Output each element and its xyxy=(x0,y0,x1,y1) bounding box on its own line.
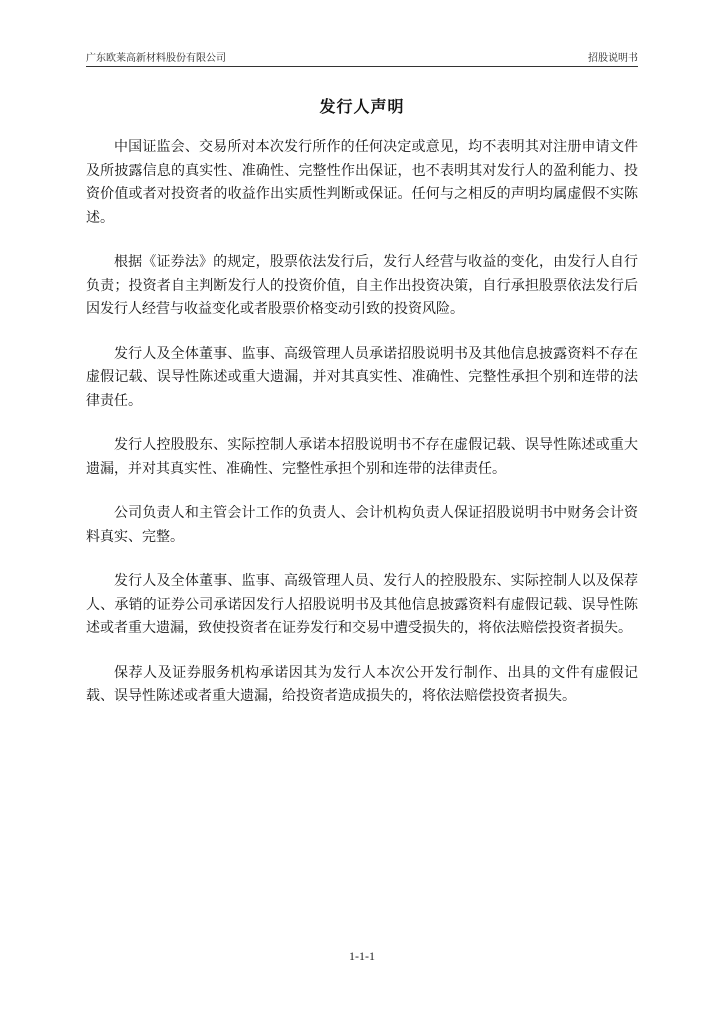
page-title: 发行人声明 xyxy=(319,97,405,116)
page-number: 1-1-1 xyxy=(349,949,375,963)
declaration-paragraph: 中国证监会、交易所对本次发行所作的任何决定或意见，均不表明其对注册申请文件及所披露信息的真实性、准确性、完整性作出保证，也不表明其对发行人的盈利能力、投资价值或者对投资者的收益作出实质性判断或保证。任何与之相反的声明均属虚假不实陈述。 xyxy=(86,139,638,226)
header-divider xyxy=(86,66,638,67)
declaration-paragraph: 公司负责人和主管会计工作的负责人、会计机构负责人保证招股说明书中财务会计资料真实、完整。 xyxy=(86,505,638,545)
declaration-body xyxy=(86,136,638,730)
declaration-paragraph: 保荐人及证券服务机构承诺因其为发行人本次公开发行制作、出具的文件有虚假记载、误导性陈述或者重大遗漏，给投资者造成损失的，将依法赔偿投资者损失。 xyxy=(86,664,638,704)
declaration-paragraph: 发行人及全体董事、监事、高级管理人员承诺招股说明书及其他信息披露资料不存在虚假记载、误导性陈述或重大遗漏，并对其真实性、准确性、完整性承担个别和连带的法律责任。 xyxy=(86,345,638,409)
declaration-paragraph: 根据《证券法》的规定，股票依法发行后，发行人经营与收益的变化，由发行人自行负责；投资者自主判断发行人的投资价值，自主作出投资决策，自行承担股票依法发行后因发行人经营与收益变化或者股票价格变动引致的投资风险。 xyxy=(86,254,638,317)
header-document-type: 招股说明书 xyxy=(588,53,638,64)
header-company-name: 广东欧莱高新材料股份有限公司 xyxy=(86,53,226,64)
declaration-paragraph: 发行人及全体董事、监事、高级管理人员、发行人的控股股东、实际控制人以及保荐人、承销的证券公司承诺因发行人招股说明书及其他信息披露资料有虚假记载、误导性陈述或者重大遗漏，致使投资者在证券发行和交易中遭受损失的，将依法赔偿投资者损失。 xyxy=(86,573,638,636)
declaration-paragraph: 发行人控股股东、实际控制人承诺本招股说明书不存在虚假记载、误导性陈述或重大遗漏，并对其真实性、准确性、完整性承担个别和连带的法律责任。 xyxy=(86,437,638,477)
